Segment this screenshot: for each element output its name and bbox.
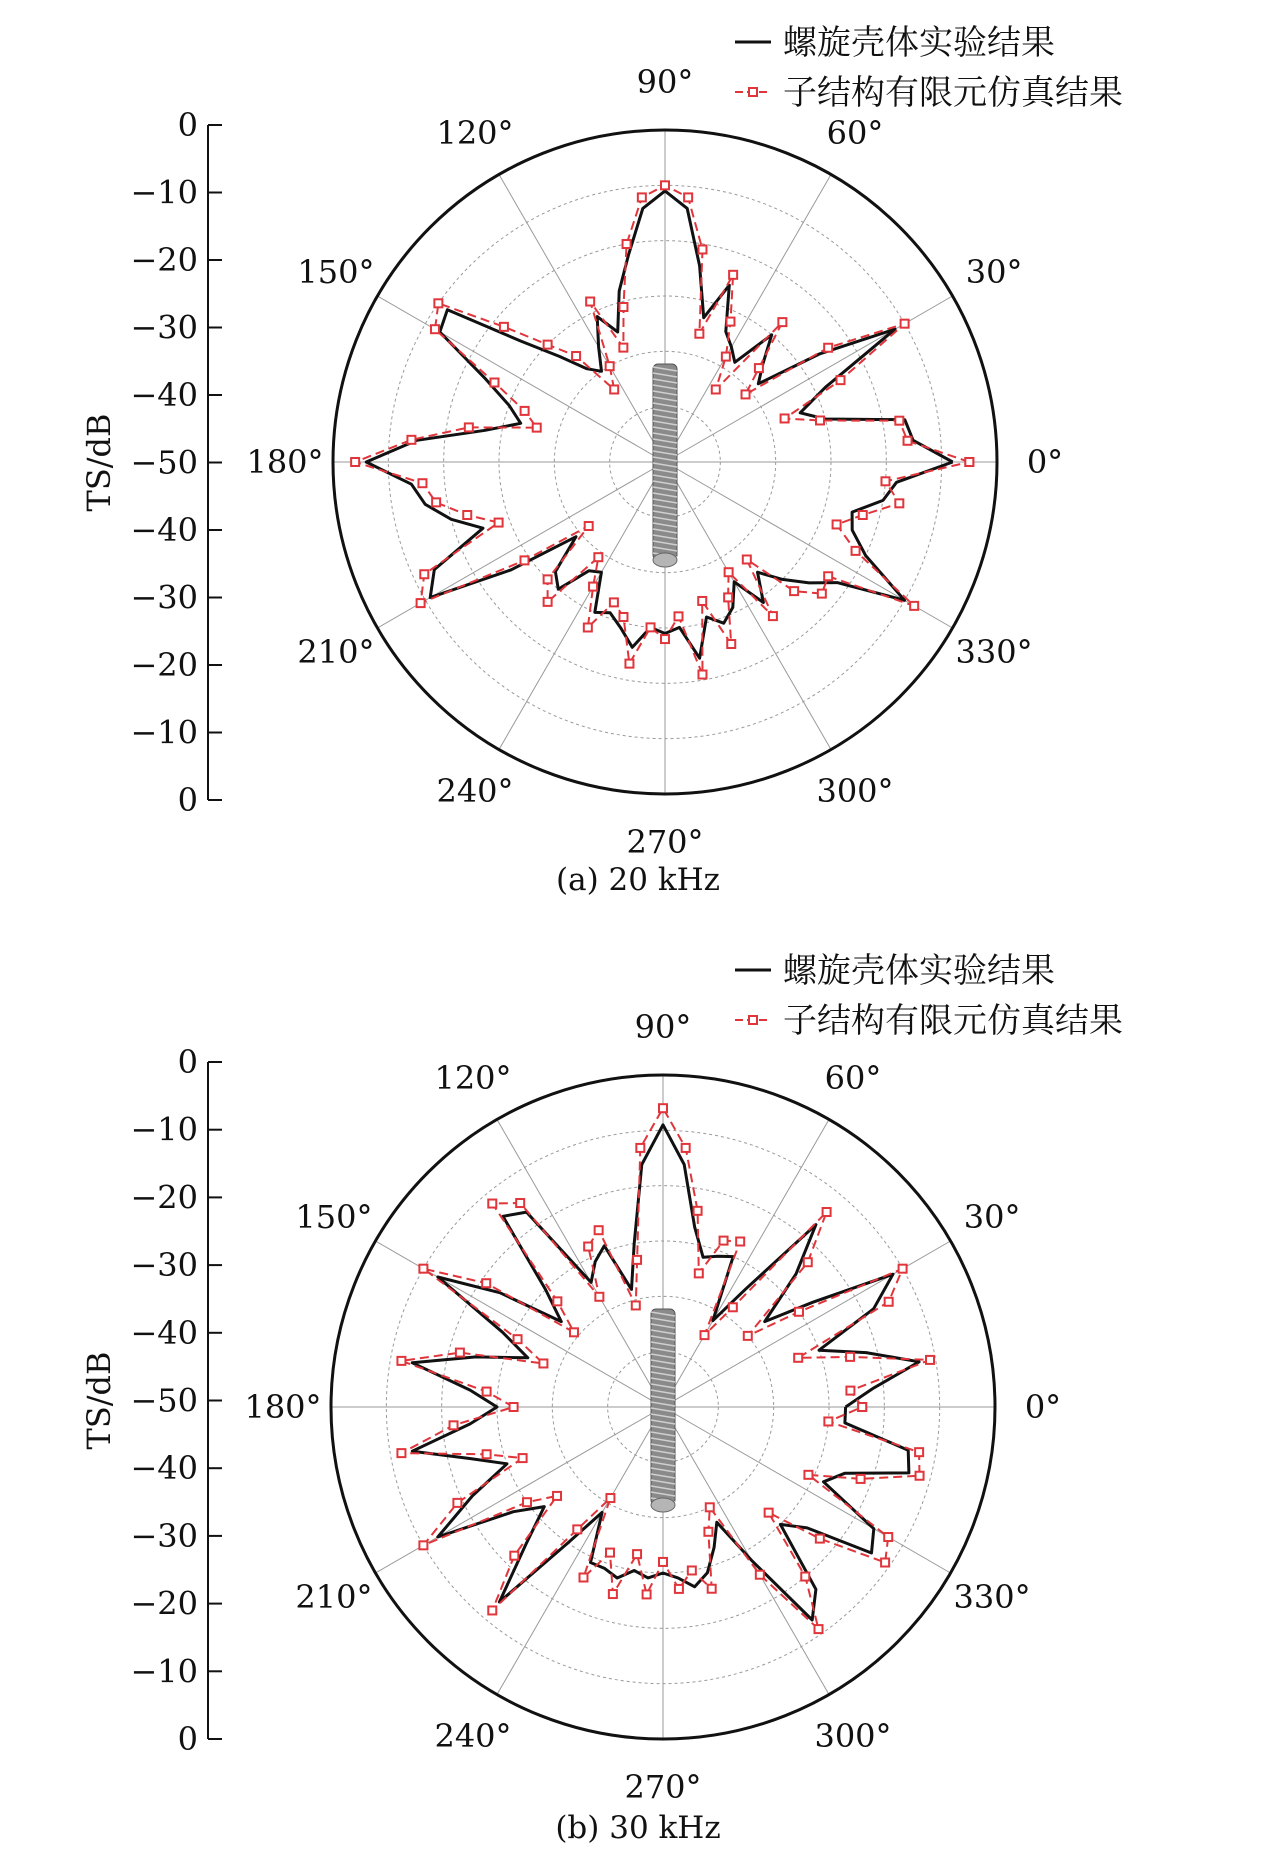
- series-point-simulation: [701, 1331, 709, 1339]
- series-point-simulation: [743, 555, 751, 563]
- series-point-simulation: [698, 671, 706, 679]
- polar-chart-a: [0, 0, 1276, 927]
- series-point-simulation: [417, 599, 425, 607]
- series-point-simulation: [633, 1550, 641, 1558]
- series-point-simulation: [824, 344, 832, 352]
- radial-scale-label: −50: [130, 1381, 198, 1420]
- series-point-simulation: [815, 1625, 823, 1633]
- series-point-simulation: [584, 623, 592, 631]
- series-point-simulation: [675, 612, 683, 620]
- angle-tick-label: 210°: [297, 633, 375, 671]
- radial-scale-label: −30: [130, 1246, 198, 1285]
- series-point-simulation: [533, 424, 541, 432]
- series-point-simulation: [572, 352, 580, 360]
- series-point-simulation: [351, 458, 359, 466]
- series-point-simulation: [647, 623, 655, 631]
- series-point-simulation: [915, 1448, 923, 1456]
- series-point-simulation: [463, 511, 471, 519]
- polar-chart-panel-a: [0, 0, 1276, 927]
- helical-shell-model: [653, 364, 677, 567]
- series-point-simulation: [824, 1417, 832, 1425]
- series-point-simulation: [625, 660, 633, 668]
- series-point-simulation: [606, 1494, 614, 1502]
- series-point-simulation: [482, 1279, 490, 1287]
- grid-spoke: [665, 462, 831, 750]
- series-point-simulation: [704, 1528, 712, 1536]
- series-point-simulation: [675, 1585, 683, 1593]
- angle-tick-label: 150°: [297, 253, 375, 291]
- series-point-simulation: [708, 1585, 716, 1593]
- radial-scale-label: −20: [130, 646, 198, 684]
- series-point-simulation: [795, 1308, 803, 1316]
- series-point-simulation: [633, 1256, 641, 1264]
- series-point-simulation: [804, 1471, 812, 1479]
- angle-tick-label: 300°: [814, 1717, 892, 1756]
- polar-chart-panel-b: [0, 928, 1276, 1855]
- series-point-simulation: [846, 1387, 854, 1395]
- series-point-simulation: [483, 1450, 491, 1458]
- angle-tick-label: 330°: [953, 1578, 1031, 1616]
- radial-scale-label: −40: [130, 1449, 198, 1488]
- radial-scale-label: −40: [130, 1313, 198, 1352]
- legend-marker-simulation: [749, 1016, 757, 1024]
- series-point-simulation: [610, 385, 618, 393]
- angle-tick-label: 90°: [636, 63, 694, 101]
- legend-marker-simulation: [749, 88, 757, 96]
- legend-label-experiment: 螺旋壳体实验结果: [783, 23, 1055, 63]
- series-point-simulation: [606, 1549, 614, 1557]
- series-point-simulation: [885, 1298, 893, 1306]
- series-point-simulation: [694, 1207, 702, 1215]
- series-point-simulation: [397, 1357, 405, 1365]
- legend-label-experiment: 螺旋壳体实验结果: [783, 951, 1055, 991]
- series-point-simulation: [488, 1200, 496, 1208]
- series-point-simulation: [901, 320, 909, 328]
- series-point-simulation: [724, 593, 732, 601]
- angle-tick-label: 300°: [816, 772, 894, 811]
- series-point-simulation: [895, 417, 903, 425]
- series-point-simulation: [781, 414, 789, 422]
- series-point-simulation: [726, 318, 734, 326]
- series-point-simulation: [682, 1144, 690, 1152]
- series-point-simulation: [585, 522, 593, 530]
- series-point-simulation: [450, 1421, 458, 1429]
- series-point-simulation: [619, 303, 627, 311]
- angle-tick-label: 90°: [634, 1008, 692, 1046]
- series-point-simulation: [824, 572, 832, 580]
- angle-tick-label: 120°: [434, 1058, 512, 1097]
- series-point-simulation: [659, 1104, 667, 1112]
- series-point-simulation: [632, 1301, 640, 1309]
- caption-a: (a) 20 kHz: [556, 862, 720, 898]
- grid-spoke: [663, 1407, 951, 1573]
- angle-tick-label: 0°: [1024, 1388, 1062, 1426]
- angle-tick-label: 180°: [246, 443, 324, 481]
- angle-tick-label: 330°: [955, 633, 1033, 671]
- angle-tick-label: 270°: [626, 823, 704, 861]
- angle-tick-label: 60°: [824, 1058, 882, 1097]
- series-point-simulation: [729, 1303, 737, 1311]
- series-point-simulation: [589, 583, 597, 591]
- angle-tick-label: 30°: [965, 253, 1023, 291]
- series-point-simulation: [661, 181, 669, 189]
- angle-tick-label: 240°: [434, 1717, 512, 1756]
- legend-label-simulation: 子结构有限元仿真结果: [783, 73, 1123, 113]
- radial-scale-label: −10: [130, 713, 198, 752]
- radial-scale-label: −30: [130, 1516, 198, 1555]
- series-point-simulation: [619, 613, 627, 621]
- polar-chart-b: [0, 928, 1276, 1855]
- series-point-simulation: [495, 519, 503, 527]
- series-point-simulation: [594, 553, 602, 561]
- series-point-simulation: [859, 511, 867, 519]
- series-point-simulation: [523, 1498, 531, 1506]
- series-point-simulation: [544, 575, 552, 583]
- series-point-simulation: [419, 1541, 427, 1549]
- series-point-simulation: [661, 635, 669, 643]
- series-point-simulation: [595, 1293, 603, 1301]
- series-point-simulation: [514, 1335, 522, 1343]
- series-point-simulation: [519, 1454, 527, 1462]
- series-point-simulation: [407, 436, 415, 444]
- series-point-simulation: [586, 298, 594, 306]
- angle-tick-label: 0°: [1026, 443, 1064, 481]
- angle-tick-label: 240°: [436, 772, 514, 811]
- series-point-simulation: [881, 477, 889, 485]
- radial-scale-label: −20: [130, 241, 198, 279]
- series-point-simulation: [698, 245, 706, 253]
- angle-tick-label: 210°: [295, 1578, 373, 1616]
- series-point-simulation: [553, 1297, 561, 1305]
- series-point-simulation: [823, 1208, 831, 1216]
- series-point-simulation: [729, 271, 737, 279]
- series-point-simulation: [434, 299, 442, 307]
- series-point-simulation: [837, 376, 845, 384]
- radial-scale-label: −50: [130, 443, 198, 482]
- series-point-simulation: [521, 407, 529, 415]
- series-point-simulation: [695, 1269, 703, 1277]
- y-axis-label: TS/dB: [80, 413, 118, 512]
- series-point-simulation: [623, 240, 631, 248]
- radial-scale-label: −30: [130, 578, 198, 617]
- radial-scale-label: 0: [177, 1043, 198, 1081]
- series-point-simulation: [712, 385, 720, 393]
- series-point-simulation: [688, 1566, 696, 1574]
- series-point-simulation: [431, 325, 439, 333]
- series-point-simulation: [553, 1492, 561, 1500]
- series-point-simulation: [488, 1606, 496, 1614]
- series-point-simulation: [794, 1354, 802, 1362]
- series-point-simulation: [584, 1243, 592, 1251]
- series-point-simulation: [579, 1574, 587, 1582]
- series-point-simulation: [769, 612, 777, 620]
- series-point-simulation: [570, 1328, 578, 1336]
- series-point-simulation: [895, 499, 903, 507]
- series-point-simulation: [510, 1552, 518, 1560]
- y-axis-label: TS/dB: [80, 1351, 118, 1450]
- series-point-simulation: [765, 1509, 773, 1517]
- series-point-simulation: [833, 520, 841, 528]
- series-point-simulation: [539, 1359, 547, 1367]
- series-point-simulation: [456, 1349, 464, 1357]
- series-point-simulation: [500, 323, 508, 331]
- series-point-simulation: [722, 353, 730, 361]
- grid-spoke: [663, 1407, 829, 1695]
- series-point-simulation: [606, 362, 614, 370]
- series-point-simulation: [659, 1558, 667, 1566]
- series-point-simulation: [520, 556, 528, 564]
- series-point-simulation: [736, 1238, 744, 1246]
- caption-b: (b) 30 kHz: [555, 1810, 721, 1846]
- series-point-simulation: [846, 1353, 854, 1361]
- series-point-simulation: [516, 1199, 524, 1207]
- radial-scale-label: 0: [177, 106, 198, 144]
- series-point-simulation: [595, 1226, 603, 1234]
- series-point-simulation: [453, 1499, 461, 1507]
- series-point-simulation: [899, 1265, 907, 1273]
- helical-shell-model: [651, 1309, 675, 1512]
- series-point-simulation: [744, 1332, 752, 1340]
- series-point-simulation: [904, 437, 912, 445]
- series-point-simulation: [643, 1590, 651, 1598]
- series-point-simulation: [684, 193, 692, 201]
- legend-label-simulation: 子结构有限元仿真结果: [783, 1001, 1123, 1041]
- series-point-simulation: [858, 1403, 866, 1411]
- radial-scale-label: −40: [130, 376, 198, 414]
- series-point-simulation: [465, 423, 473, 431]
- series-point-simulation: [910, 602, 918, 610]
- series-point-simulation: [804, 1258, 812, 1266]
- series-point-simulation: [483, 1388, 491, 1396]
- series-point-simulation: [884, 1533, 892, 1541]
- angle-tick-label: 180°: [244, 1388, 322, 1426]
- series-point-simulation: [816, 416, 824, 424]
- series-point-simulation: [609, 1590, 617, 1598]
- series-point-simulation: [695, 330, 703, 338]
- series-point-simulation: [816, 1535, 824, 1543]
- series-point-simulation: [790, 587, 798, 595]
- angle-tick-label: 150°: [295, 1198, 373, 1236]
- series-point-simulation: [881, 1559, 889, 1567]
- series-point-simulation: [725, 568, 733, 576]
- series-point-simulation: [926, 1356, 934, 1364]
- series-point-simulation: [857, 1475, 865, 1483]
- series-point-simulation: [727, 640, 735, 648]
- grid-spoke: [499, 462, 665, 750]
- radial-scale-label: 0: [177, 781, 198, 819]
- series-point-simulation: [852, 547, 860, 555]
- series-point-simulation: [636, 1144, 644, 1152]
- series-point-simulation: [419, 1265, 427, 1273]
- series-point-simulation: [720, 1237, 728, 1245]
- series-point-simulation: [619, 344, 627, 352]
- angle-tick-label: 270°: [624, 1768, 702, 1806]
- series-point-simulation: [965, 458, 973, 466]
- series-point-simulation: [916, 1472, 924, 1480]
- radial-scale-label: −10: [130, 173, 198, 212]
- series-point-simulation: [544, 341, 552, 349]
- series-point-simulation: [742, 390, 750, 398]
- angle-tick-label: 30°: [963, 1198, 1021, 1236]
- radial-scale-label: 0: [177, 1720, 198, 1758]
- radial-scale-label: −40: [130, 511, 198, 549]
- radial-scale-label: −10: [130, 1110, 198, 1149]
- series-point-simulation: [420, 570, 428, 578]
- radial-scale-label: −10: [130, 1652, 198, 1691]
- series-point-simulation: [544, 598, 552, 606]
- series-point-simulation: [698, 597, 706, 605]
- shell-endcap: [653, 553, 677, 567]
- series-point-simulation: [801, 1573, 809, 1581]
- angle-tick-label: 60°: [826, 113, 884, 152]
- series-point-simulation: [638, 193, 646, 201]
- series-point-simulation: [818, 590, 826, 598]
- series-point-simulation: [706, 1503, 714, 1511]
- radial-scale-label: −20: [130, 1178, 198, 1217]
- series-point-simulation: [573, 1525, 581, 1533]
- series-point-simulation: [610, 598, 618, 606]
- series-point-simulation: [510, 1403, 518, 1411]
- series-point-simulation: [432, 498, 440, 506]
- radial-scale-label: −30: [130, 308, 198, 347]
- angle-tick-label: 120°: [436, 113, 514, 152]
- shell-endcap: [651, 1498, 675, 1512]
- series-point-simulation: [397, 1449, 405, 1457]
- series-point-simulation: [778, 318, 786, 326]
- radial-scale-label: −20: [130, 1584, 198, 1623]
- series-point-simulation: [418, 479, 426, 487]
- series-point-simulation: [756, 1571, 764, 1579]
- series-point-simulation: [755, 364, 763, 372]
- series-point-simulation: [490, 378, 498, 386]
